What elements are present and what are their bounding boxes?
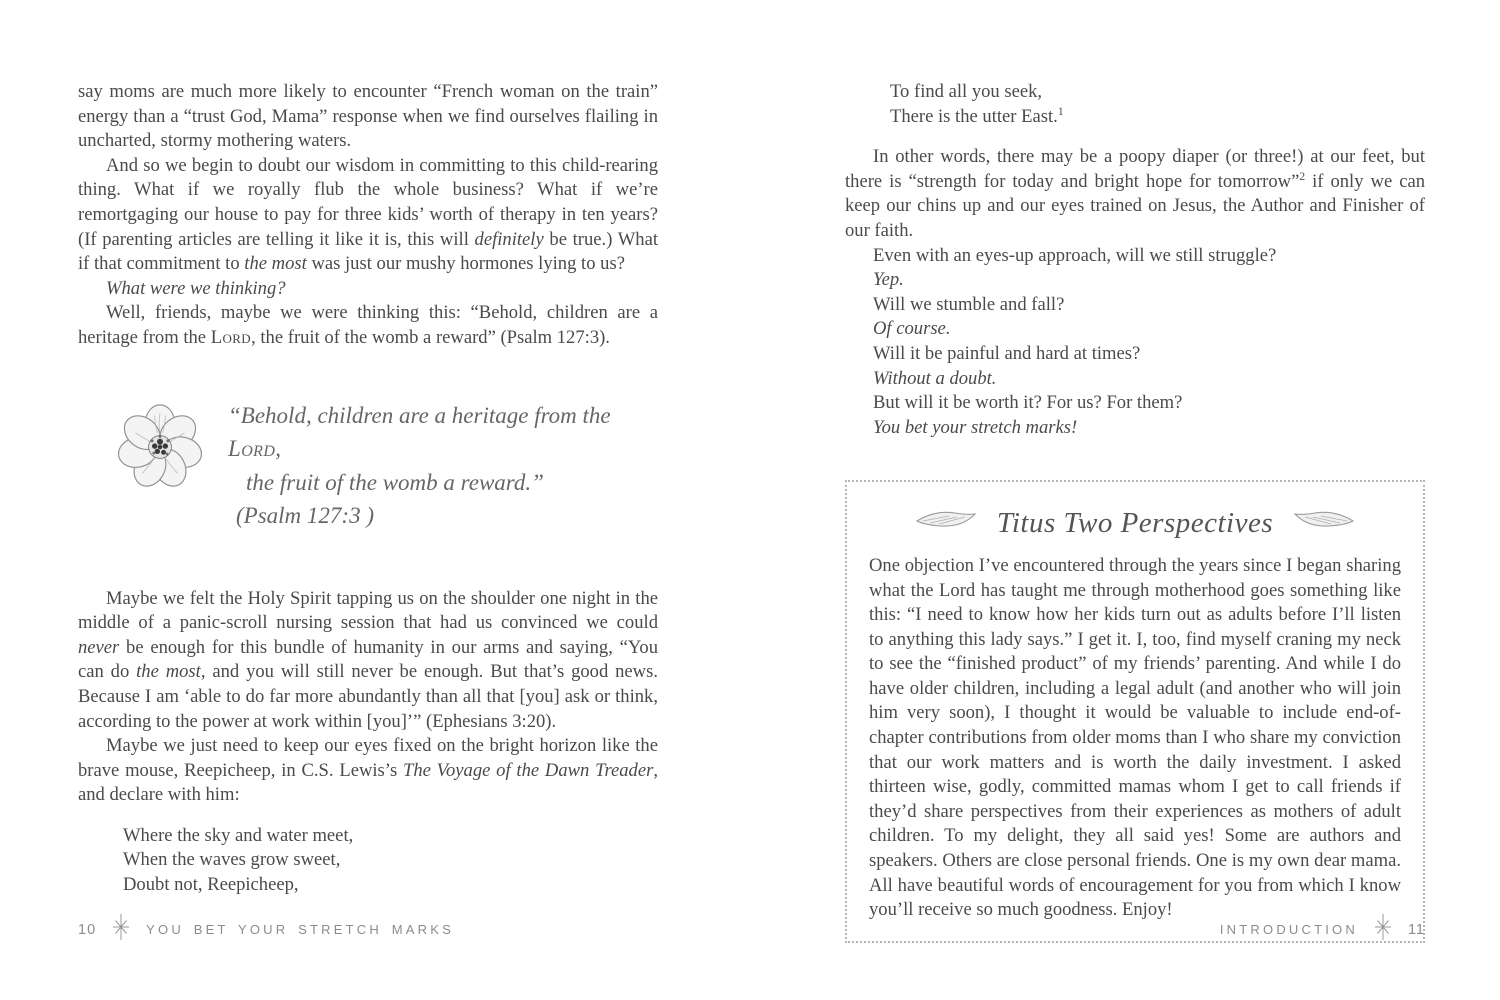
dialogue-line: You bet your stretch marks! <box>873 416 1078 438</box>
page-number: 11 <box>1407 921 1425 938</box>
italic-aside-line: What were we thinking? <box>106 277 286 299</box>
body-paragraph: Maybe we just need to keep our eyes fixed on the bright horizon like the brave mouse, Reepicheep, in C.S. Lewis’s The Voyage of the Dawn Treader, and declare with him: <box>78 735 659 806</box>
box-title: Titus Two Perspectives <box>996 506 1274 539</box>
section-title: INTRODUCTION <box>1219 922 1358 937</box>
dialogue-line: Will it be painful and hard at times? <box>873 342 1141 364</box>
body-paragraph: Well, friends, maybe we were thinking this: “Behold, children are a heritage from the Lord, the fruit of the womb a reward” (Psalm 127:3). <box>78 302 658 348</box>
box-body-paragraph: One objection I’ve encountered through the years since I began sharing what the Lord has taught me through motherhood goes something like this: “I need to know how her kids turn out as adults before I’ll listen to anything this lady says.” I get it. I, too, find myself craning my neck to see the “finished product” of my friends’ parenting. And while I do have older children, including a legal adult (and another who will join him very soon), I thought it would be valuable to include end-of-chapter contributions from older moms than I who share my conviction that our work matters and is worth the daily investment. I asked thirteen wise, godly, committed mamas whom I get to call friends if they’d share perspectives from their experiences as mothers of adult children. To my delight, they all said yes! Some are authors and speakers. Others are close personal friends. One is my own dear mama. All have beautiful words of encouragement for you from which I know you’ll receive so much goodness. Enjoy! <box>869 554 1401 921</box>
poem-line: Doubt not, Reepicheep, <box>123 874 299 896</box>
dialogue-line: Will we stumble and fall? <box>873 293 1065 315</box>
dialogue-block <box>845 268 1425 440</box>
poem-line: There is the utter East.$^1$ <box>890 105 1064 127</box>
footer-right <box>1220 913 1425 946</box>
titus-two-perspectives-box <box>845 480 1425 943</box>
star-divider-icon <box>110 913 132 946</box>
poem-block <box>123 824 658 898</box>
box-header <box>869 508 1401 538</box>
poem-line: When the waves grow sweet, <box>123 849 341 871</box>
poem-line: To find all you seek, <box>890 81 1043 102</box>
pull-quote <box>116 397 658 533</box>
dialogue-line: Of course. <box>873 318 951 340</box>
pull-quote-line: (Psalm 127:3 ) <box>236 503 374 529</box>
body-paragraph: And so we begin to doubt our wisdom in committing to this child-rearing thing. What if we royally flub the whole business? What if we’re remortgaging our house to pay for three kids’ worth of therapy in ten years? (If parenting articles are telling it like it is, this will definitely be true.) What if that commitment to the most was just our mushy hormones lying to us? <box>78 154 658 275</box>
body-paragraph: Maybe we felt the Holy Spirit tapping us on the shoulder one night in the middle of a panic-scroll nursing session that had us convinced we could never be enough for this bundle of humanity in our arms and saying, “You can do the most, and you will still never be enough. But that’s good news. Because I am ‘able to do far more abundantly than all that [you] ask or think, according to the power at work within [you]’” (Ephesians 3:20). <box>78 587 658 732</box>
running-title: YOU BET YOUR STRETCH MARKS <box>146 922 454 937</box>
poem-continuation <box>890 80 1425 129</box>
page-right <box>845 80 1425 943</box>
dialogue-line: Without a doubt. <box>873 367 997 389</box>
body-paragraph: say moms are much more likely to encounter “French woman on the train” energy than a “trust God, Mama” response when we find ourselves flailing in uncharted, stormy mothering waters. <box>78 81 658 152</box>
body-paragraph: In other words, there may be a poopy diaper (or three!) at our feet, but there is “strength for today and bright hope for tomorrow”$^2$ if only we can keep our chins up and our eyes trained on Jesus, the Author and Finisher of our faith. <box>845 146 1425 241</box>
pull-quote-line: the fruit of the womb a reward.” <box>246 469 544 495</box>
pull-quote-line: “Behold, children are a heritage from the Lord, <box>228 402 611 462</box>
flower-illustration <box>116 397 204 505</box>
dialogue-line: Yep. <box>873 269 904 291</box>
poem-line: Where the sky and water meet, <box>123 824 354 846</box>
pull-quote-text <box>228 399 658 533</box>
leaf-ornament-left-icon <box>915 508 977 538</box>
star-divider-icon <box>1372 913 1394 946</box>
leaf-ornament-right-icon <box>1293 508 1355 538</box>
page-number: 10 <box>78 921 97 938</box>
dialogue-line: But will it be worth it? For us? For them? <box>873 392 1183 414</box>
footer-left <box>78 913 454 946</box>
page-left <box>78 80 658 898</box>
body-paragraph: Even with an eyes-up approach, will we still struggle? <box>873 244 1277 266</box>
